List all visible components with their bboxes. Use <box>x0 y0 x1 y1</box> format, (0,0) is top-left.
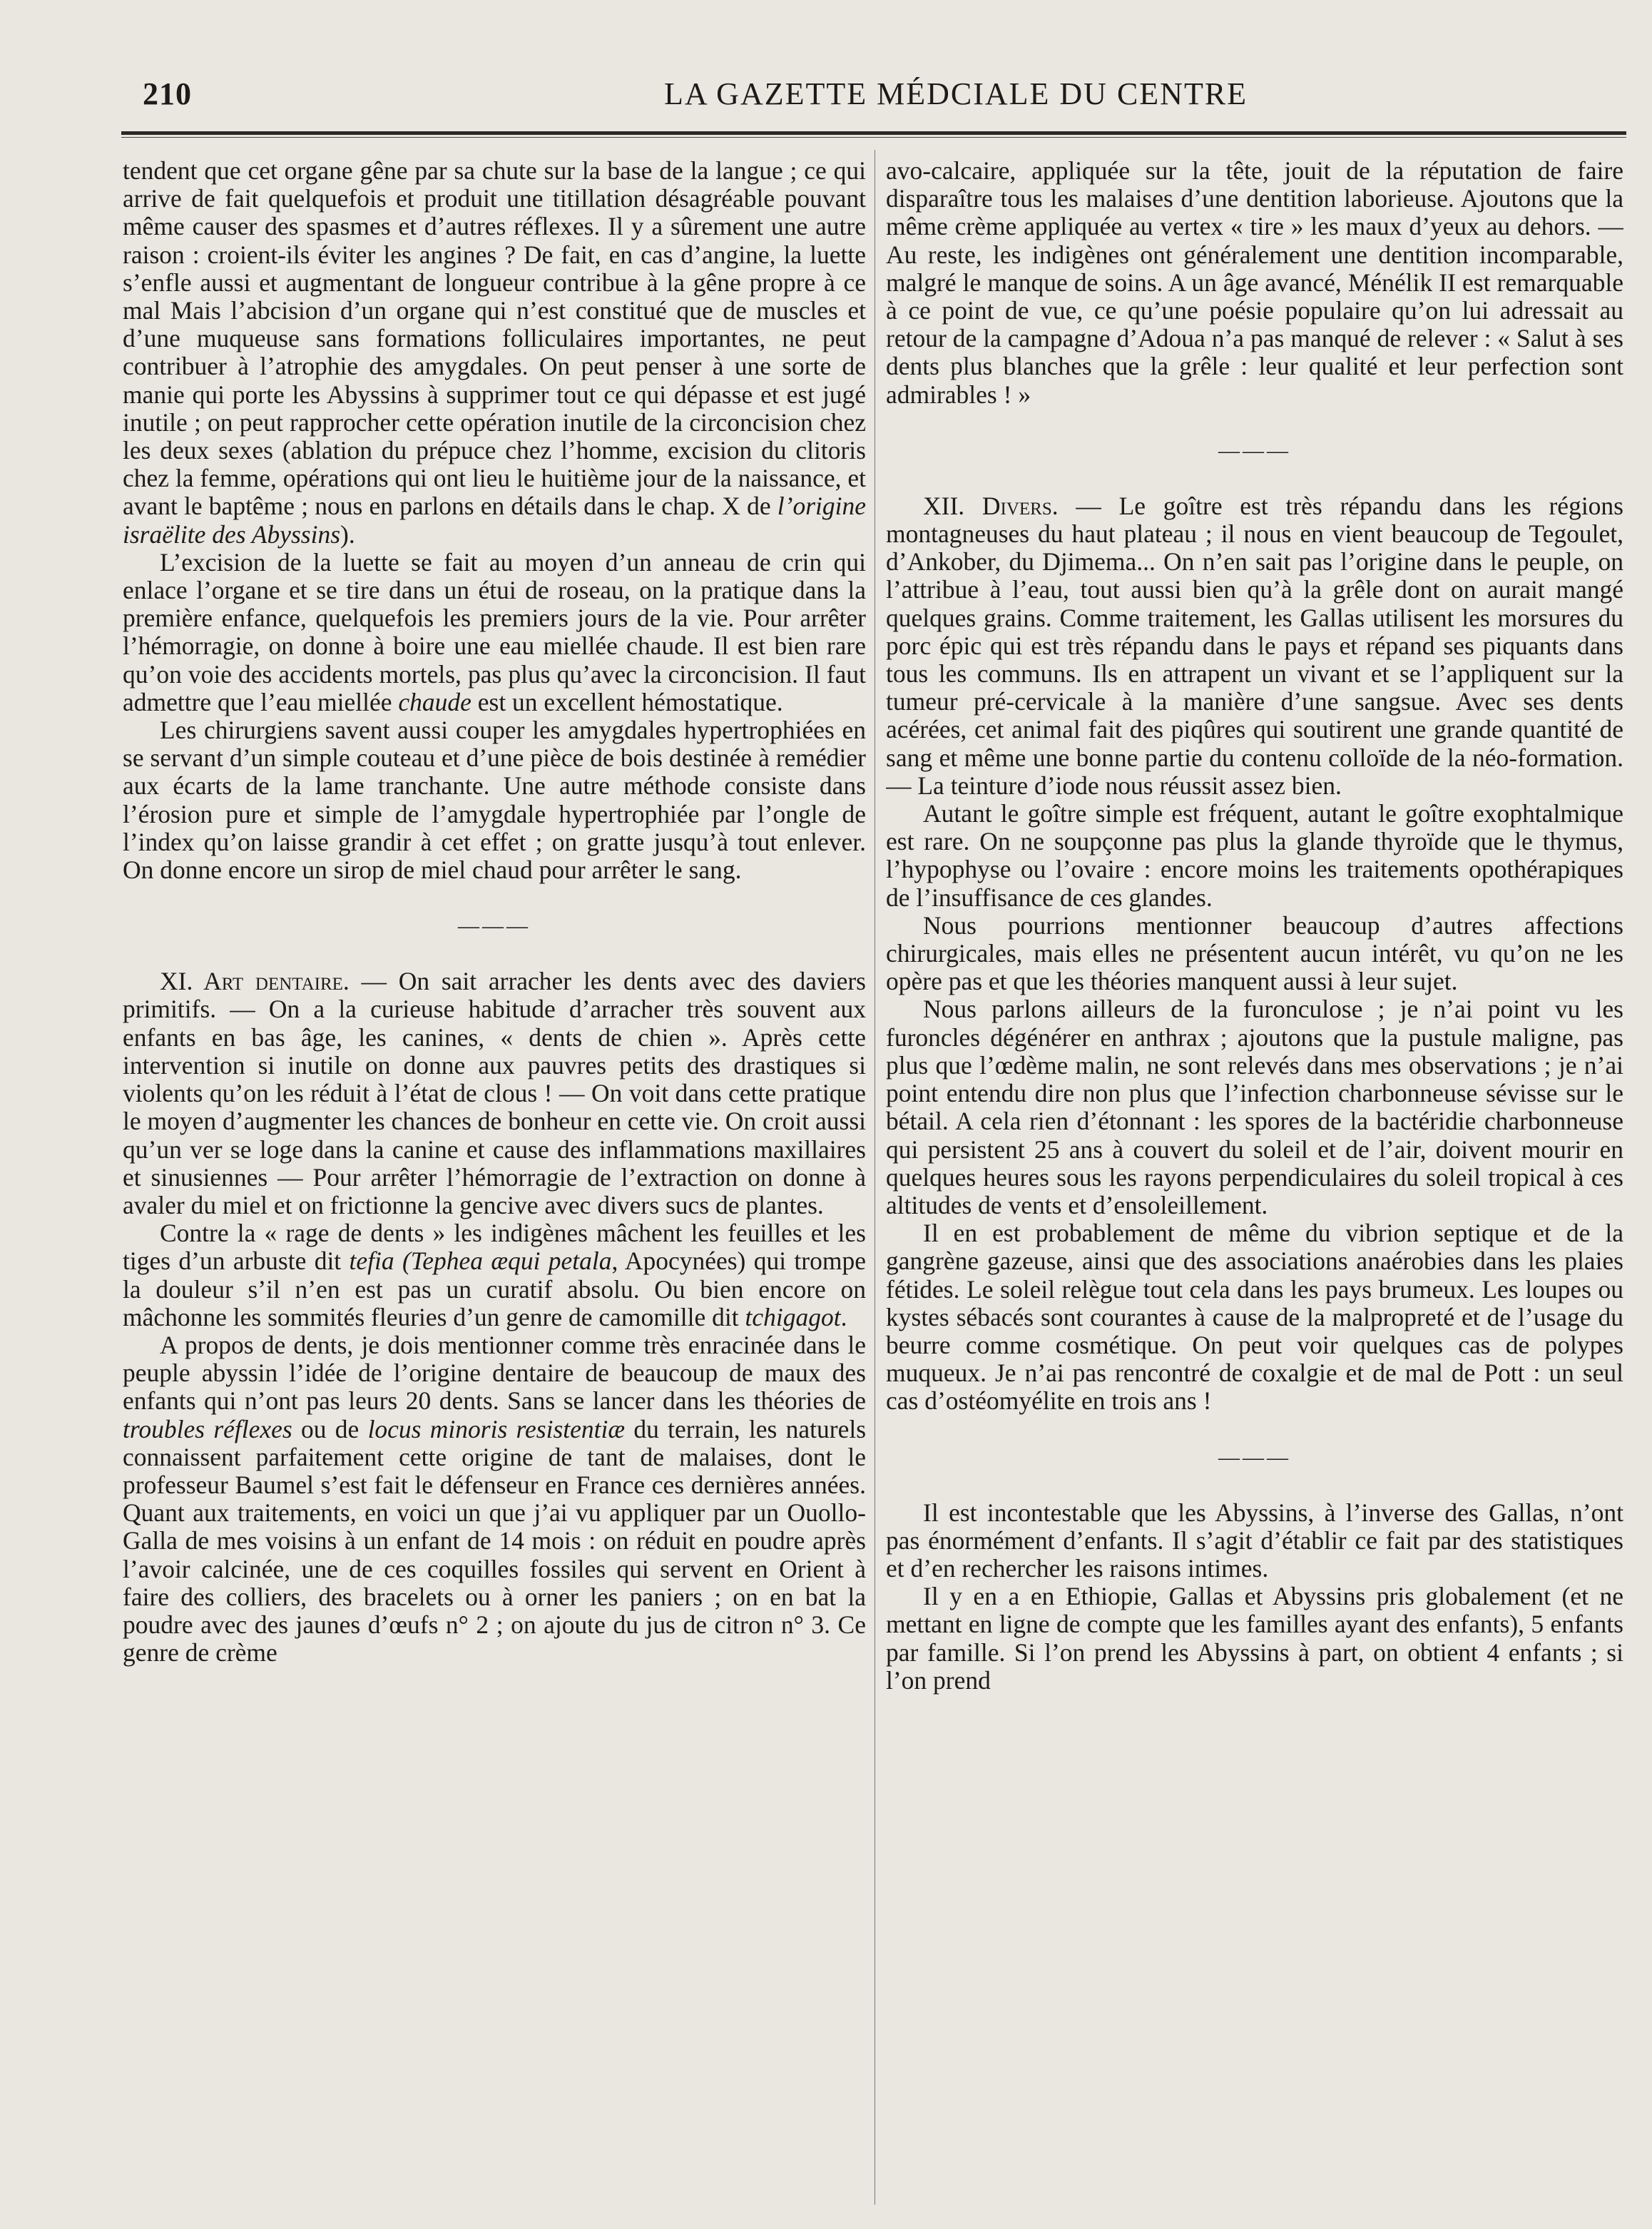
paragraph-text: ou de <box>292 1414 368 1443</box>
header-rule <box>121 131 1626 135</box>
paragraph-text: Contre la « rage de dents » les indigènes mâchent les feuilles et les tiges d’un arbuste dit <box>123 1219 866 1276</box>
paragraph <box>123 157 866 549</box>
section-separator: ——— <box>1218 438 1291 462</box>
running-title: LA GAZETTE MÉDCIALE DU CENTRE <box>663 76 1248 111</box>
right-column <box>886 157 1623 2212</box>
section-heading: XI. Art dentaire. <box>160 967 350 996</box>
paragraph-text: ). <box>340 519 355 549</box>
paragraph: Les chirurgiens savent aussi couper les amygdales hypertrophiées en se servant d’un simple couteau et d’une pièce de bois destinée à remédier aux écarts de la lame tranchante. Une autre méthode consiste dans l’érosion pure et simple de l’amygdale hypertrophiée par l’ongle de l’index qu’on laisse grandir à cet effet ; on gratte jusqu’à tout enlever. On donne encore un sirop de miel chaud pour arrêter le sang. <box>123 716 866 885</box>
italic-text: chaude <box>398 687 471 716</box>
page-header <box>143 76 1512 118</box>
spacer <box>123 884 866 912</box>
paragraph-text: du terrain, les naturels connaissent parfaitement cette origine de tant de malaises, dont le professeur Baumel s’est fait le défenseur en France ces dernières années. Quant aux traitements, en voici un que j’ai vu appliquer par un Ouollo-Galla de mes voisins à un enfant de 14 mois : on réduit en poudre après l’avoir calcinée, une de ces coquilles fossiles qui servent en Orient à faire des colliers, des bracelets ou à orner les paniers ; on en bat la poudre avec des jaunes d’œufs n° 2 ; on ajoute du jus de citron n° 3. Ce genre de crème <box>123 1414 866 1667</box>
page-number: 210 <box>143 76 192 111</box>
italic-text: tchigagot <box>745 1302 841 1331</box>
paragraph: avo-calcaire, appliquée sur la tête, jouit de la réputation de faire disparaître tous les malaises d’une dentition laborieuse. Ajoutons que la même crème appliquée au vertex « tire » les maux d’yeux au dehors. — Au reste, les indigènes ont généralement une dentition incomparable, malgré le manque de soins. A un âge avancé, Ménélik II est remarquable à ce point de vue, ce qu’une poésie populaire qu’on lui adressait au retour de la campagne d’Adoua n’a pas manqué de relever : « Salut à ses dents plus blanches que la grêle : leur qualité et leur perfection sont admirables ! » <box>886 157 1623 409</box>
italic-text: tefia (Tephea æqui petala <box>349 1246 612 1276</box>
paragraph-text: — On sait arracher les dents avec des daviers primitifs. — On a la curieuse habitude d’arracher très souvent aux enfants en bas âge, les canines, « dents de chien ». Après cette intervention si inutile on donne aux pauvres petits des drastiques si violents qu’on les réduit à l’état de clous ! — On voit dans cette pratique le moyen d’augmenter les chances de bonheur en cette vie. On croit aussi qu’un ver se loge dans la canine et cause des inflammations maxillaires et sinusiennes — Pour arrêter l’hémorragie de l’extraction on donne à avaler du miel et on frictionne la gencive avec divers sucs de plantes. <box>123 967 866 1219</box>
paragraph-text: — Le goître est très répandu dans les régions montagneuses du haut plateau ; il nous en vient beaucoup de Tegoulet, d’Ankober, du Djimema... On n’en sait pas l’origine dans le peuple, on l’attribue à l’eau, tout aussi bien qu’à la grêle dont on aurait mangé quelques grains. Comme traitement, les Gallas utilisent les morsures du porc épic qui est très répandu dans le pays et répand ses piquants dans tous les communs. Ils en attrapent un vivant et se l’appliquent sur la tumeur pré-cervicale à la manière d’une sangsue. Avec ses dents acérées, cet animal fait des piqûres qui soutirent une grande quantité de sang et même une bonne partie du contenu colloïde de la néo-formation. — La teinture d’iode nous réussit assez bien. <box>886 491 1623 800</box>
paragraph <box>123 549 866 716</box>
section-separator: ——— <box>1218 1445 1291 1469</box>
paragraph-text: A propos de dents, je dois mentionner comme très enracinée dans le peuple abyssin l’idée de l’origine dentaire de beaucoup de maux des enfants qui n’ont pas leurs 20 dents. Sans se lancer dans les théories de <box>123 1330 866 1416</box>
paragraph-text: L’excision de la luette se fait au moyen d’un anneau de crin qui enlace l’organe et se tire dans un étui de roseau, on la pratique dans la première enfance, quelquefois les premiers jours de la vie. Pour arrêter l’hémorragie, on donne à boire une eau miellée chaude. Il est bien rare qu’on voie des accidents mortels, pas plus qu’avec la circoncision. Il faut admettre que l’eau miellée <box>123 547 866 716</box>
spacer <box>886 1416 1623 1443</box>
paragraph <box>123 1331 866 1667</box>
paragraph <box>123 1219 866 1331</box>
section-xii <box>886 492 1623 800</box>
spacer <box>886 409 1623 437</box>
italic-text: troubles réflexes <box>123 1414 292 1443</box>
section-xi <box>123 968 866 1219</box>
section-separator: ——— <box>458 914 531 938</box>
paragraph-text: . <box>840 1302 847 1331</box>
italic-text: locus minoris resistentiæ <box>367 1414 626 1443</box>
paragraph: Il en est probablement de même du vibrion septique et de la gangrène gazeuse, ainsi que des associations anaérobies dans les plaies fétides. Le soleil relègue tout cela dans les pays brumeux. Les loupes ou kystes sébacés sont courantes à cause de la malpropreté et de l’usage du beurre comme cosmétique. On peut voir quelques cas de polypes muqueux. Je n’ai pas rencontré de coxalgie et de mal de Pott : un seul cas d’ostéomyélite en trois ans ! <box>886 1219 1623 1416</box>
left-column <box>123 157 866 2212</box>
header-rule-thin <box>121 137 1626 138</box>
spacer <box>886 1471 1623 1499</box>
paragraph: Il est incontestable que les Abyssins, à l’inverse des Gallas, n’ont pas énormément d’enfants. Il s’agit d’établir ce fait par des statistiques et d’en rechercher les raisons intimes. <box>886 1498 1623 1583</box>
section-heading: XII. Divers. <box>923 491 1059 520</box>
paragraph: Nous pourrions mentionner beaucoup d’autres affections chirurgicales, mais elles ne présentent aucun intérêt, vu qu’on ne les opère pas et que les théories manquent aussi à leur sujet. <box>886 910 1623 996</box>
spacer <box>123 940 866 968</box>
italic-text: l’origine israëlite des Abyssins <box>123 492 866 549</box>
paragraph: Autant le goître simple est fréquent, autant le goître exophtalmique est rare. On ne soupçonne pas plus la glande thyroïde que le thymus, l’hypophyse ou l’ovaire : encore moins les traitements opothérapiques de l’insuffisance de ces glandes. <box>886 799 1623 912</box>
paragraph-text: , Apocynées) qui trompe la douleur s’il n’en est pas un curatif absolu. Ou bien encore on mâchonne les sommités fleuries d’un genre de camomille dit <box>123 1246 866 1331</box>
spacer <box>886 464 1623 492</box>
paragraph-text: est un excellent hémostatique. <box>471 687 783 716</box>
paragraph-text: tendent que cet organe gêne par sa chute sur la base de la langue ; ce qui arrive de fait quelquefois et produit une titillation désagréable pouvant même causer des spasmes et d’autres réflexes. Il y a sûrement une autre raison : croient-ils éviter les angines ? De fait, en cas d’angine, la luette s’enfle aussi et augmentant de longueur contribue à la gêne propre à ce mal Mais l’abcision d’un organe qui n’est constitué que de muscles et d’une muqueuse sans formations folliculaires importantes, ne peut contribuer à l’atrophie des amygdales. On peut penser à une sorte de manie qui porte les Abyssins à supprimer tout ce qui dépasse et est jugé inutile ; on peut rapprocher cette opération inutile de la circoncision chez les deux sexes (ablation du prépuce chez l’homme, excision du clitoris chez la femme, opérations qui ont lieu le huitième jour de la naissance, et avant le baptême ; nous en parlons en détails dans le chap. X de <box>123 157 866 521</box>
paragraph: Il y en a en Ethiopie, Gallas et Abyssins pris globalement (et ne mettant en ligne de compte que les familles ayant des enfants), 5 enfants par famille. Si l’on prend les Abyssins à part, on obtient 4 enfants ; si l’on prend <box>886 1582 1623 1695</box>
paragraph: Nous parlons ailleurs de la furonculose ; je n’ai point vu les furoncles dégénérer en anthrax ; ajoutons que la pustule maligne, pas plus que l’œdème malin, ne sont relevés dans mes observations ; je n’ai point entendu dire non plus que l’infection charbonneuse sévisse sur le bétail. A cela rien d’étonnant : les spores de la bactéridie charbonneuse qui persistent 25 ans à couvert du soleil et de l’air, doivent mourir en quelques heures sous les rayons perpendiculaires du soleil tropical à ces altitudes de vents et d’ensoleillement. <box>886 995 1623 1219</box>
